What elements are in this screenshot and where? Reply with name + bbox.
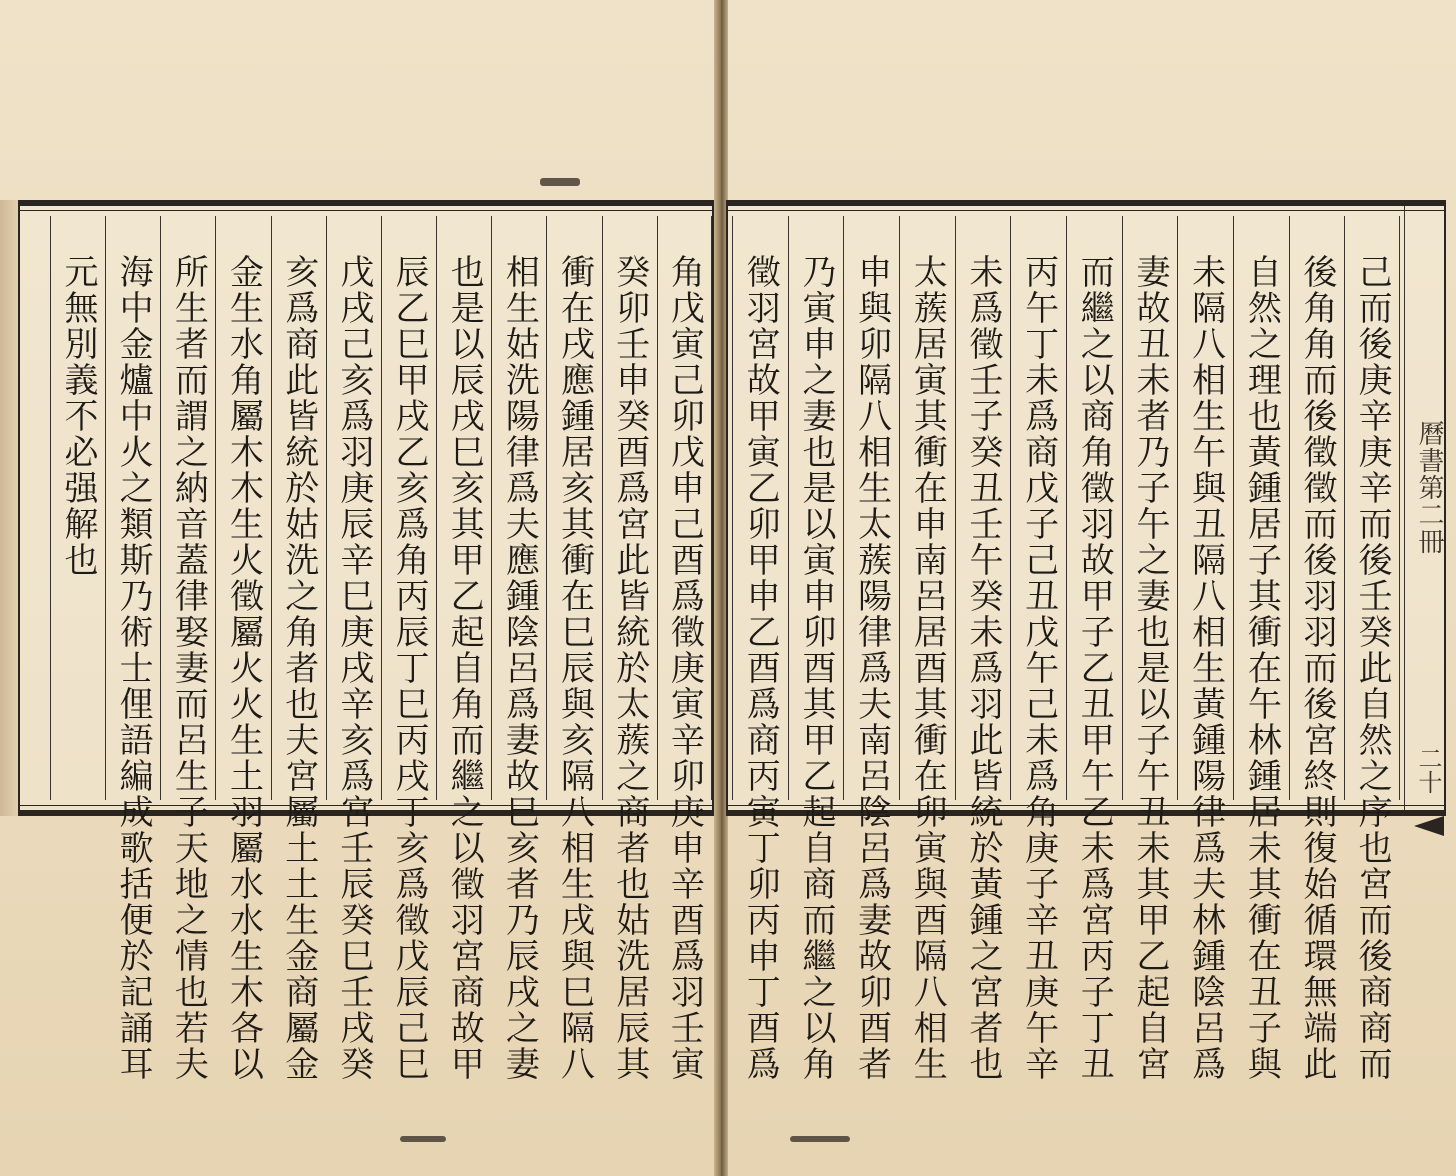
right-page-frame: [726, 200, 1446, 1082]
column-text: 己而後庚辛庚辛而後壬癸此自然之序也宮而後商商而: [1352, 254, 1393, 1082]
column-text: 元無別義不必强解也: [58, 254, 98, 578]
ink-smudge: [540, 178, 580, 186]
column-text: 丙午丁未爲商戊子己丑戊午己未爲角庚子辛丑庚午辛: [1018, 254, 1059, 1082]
column-text: 海中金爐中火之類斯乃術士俚語編成歌括便於記誦耳: [113, 254, 154, 1082]
column-text: 相生姑洗陽律爲夫應鍾陰呂爲妻故巳亥者乃辰戌之妻: [499, 254, 540, 1082]
text-column: [491, 216, 546, 1082]
text-column: [381, 216, 436, 1082]
text-column: [732, 216, 788, 1082]
column-text: 未隔八相生午與丑隔八相生黃鍾陽律爲夫林鍾陰呂爲: [1185, 254, 1226, 1082]
text-column: [546, 216, 601, 1082]
text-column: [657, 216, 712, 1082]
column-text: 辰乙巳甲戌乙亥爲角丙辰丁巳丙戌丁亥爲徵戊辰己巳: [389, 254, 430, 1082]
text-column: [1289, 216, 1345, 1082]
text-column: [899, 216, 955, 1082]
banxin-center-column: [1404, 206, 1444, 810]
column-text: 亥爲商此皆統於姑洗之角者也夫宮屬土土生金商屬金: [278, 254, 319, 1082]
ink-smudge: [400, 1136, 446, 1142]
text-column: [160, 216, 215, 1082]
column-text: 也是以辰戌巳亥其甲乙起自角而繼之以徵羽宮商故甲: [444, 254, 485, 1082]
text-column: [1177, 216, 1233, 1082]
text-column: [105, 216, 160, 1082]
text-column: [788, 216, 844, 1082]
column-text: 徵羽宮故甲寅乙卯甲申乙酉爲商丙寅丁卯丙申丁酉爲: [740, 254, 781, 1082]
column-text: 妻故丑未者乃子午之妻也是以子午丑未其甲乙起自宮: [1129, 254, 1170, 1082]
column-text: 衝在戌應鍾居亥其衝在巳辰與亥隔八相生戌與巳隔八: [554, 254, 595, 1082]
column-text: 癸卯壬申癸酉爲宮此皆統於太蔟之商者也姑洗居辰其: [609, 254, 650, 1082]
text-column: [1122, 216, 1178, 1082]
column-text: 所生者而謂之納音蓋律娶妻而呂生子天地之情也若夫: [168, 254, 209, 1082]
text-column: [602, 216, 657, 1082]
right-page-text: [732, 216, 1400, 1082]
text-column: [215, 216, 270, 1082]
column-text: 金生水角屬木木生火徵屬火火生土羽屬水水生木各以: [223, 254, 264, 1082]
column-text: 後角角而後徵徵而後羽羽而後宮終則復始循環無端此: [1296, 254, 1337, 1082]
column-text: 申與卯隔八相生太蔟陽律爲夫南呂陰呂爲妻故卯酉者: [851, 254, 892, 1082]
text-column: [50, 216, 105, 800]
text-column: [955, 216, 1011, 1082]
page-number: 二十: [1414, 746, 1442, 794]
left-page-frame: [18, 200, 714, 1082]
column-text: 未爲徵壬子癸丑壬午癸未爲羽此皆統於黃鍾之宮者也: [962, 254, 1003, 1082]
fishtail-mark: [1414, 816, 1444, 836]
left-page-text: [50, 216, 712, 1082]
ink-smudge: [790, 1136, 850, 1142]
text-column: [1344, 216, 1400, 1082]
column-text: 戊戌己亥爲羽庚辰辛巳庚戌辛亥爲宮壬辰癸巳壬戌癸: [333, 254, 374, 1082]
column-text: 乃寅申之妻也是以寅申卯酉其甲乙起自商而繼之以角: [795, 254, 836, 1082]
text-column: [436, 216, 491, 1082]
text-column: [1066, 216, 1122, 1082]
text-column: [326, 216, 381, 1082]
text-column: [1233, 216, 1289, 1082]
column-text: 而繼之以商角徵羽故甲子乙丑甲午乙未爲宮丙子丁丑: [1074, 254, 1115, 1082]
page-edge: [0, 200, 18, 816]
banxin-title: 曆書第二冊: [1414, 420, 1444, 555]
column-text: 自然之理也黃鍾居子其衝在午林鍾居未其衝在丑子與: [1241, 254, 1282, 1082]
text-column: [271, 216, 326, 1082]
column-text: 角戊寅己卯戊申己酉爲徵庚寅辛卯庚申辛酉爲羽壬寅: [664, 254, 705, 1082]
text-column: [843, 216, 899, 1082]
column-text: 太蔟居寅其衝在申南呂居酉其衝在卯寅與酉隔八相生: [907, 254, 948, 1082]
text-column: [1010, 216, 1066, 1082]
